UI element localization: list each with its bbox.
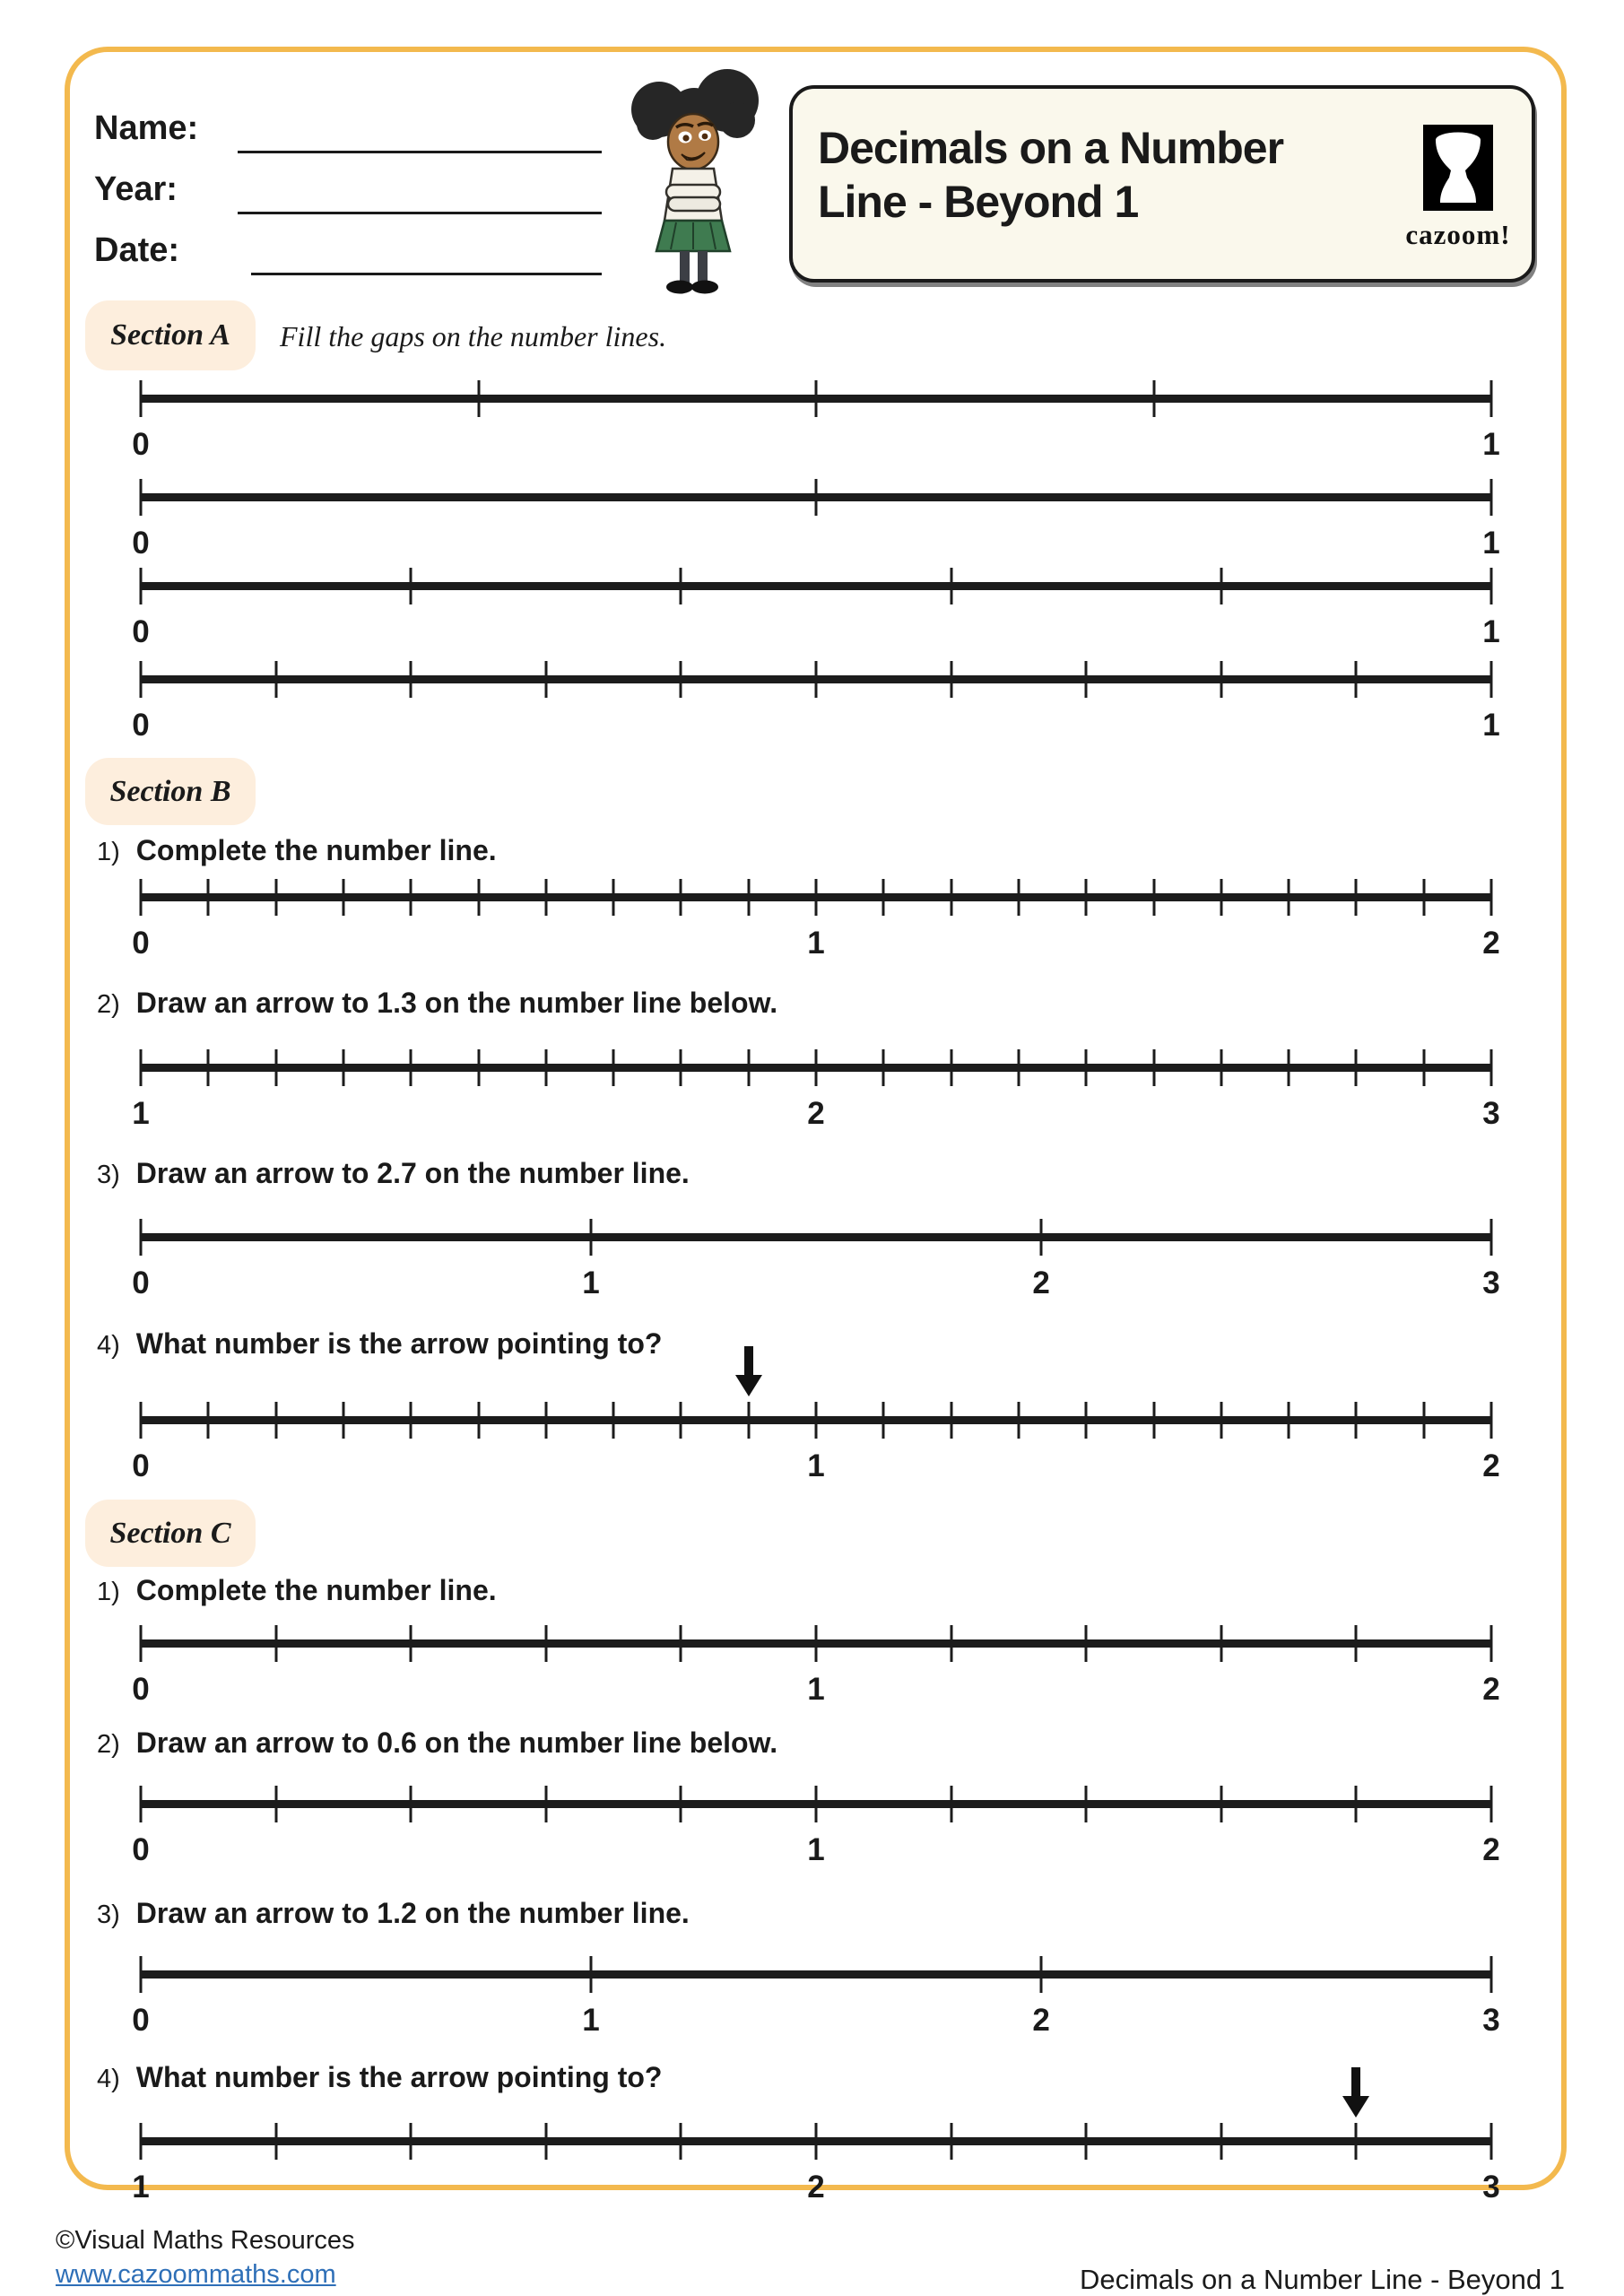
tick-mark <box>140 1219 143 1256</box>
tick-mark <box>1355 661 1358 698</box>
tick-label: 2 <box>1482 1672 1500 1707</box>
tick-label: 0 <box>132 2003 150 2038</box>
tick-mark <box>410 661 413 698</box>
number-line-c1[interactable] <box>132 1625 1500 1724</box>
tick-label: 0 <box>132 427 150 462</box>
tick-mark <box>815 879 818 916</box>
tick-mark <box>1490 2123 1493 2160</box>
arrow-marker <box>735 1346 762 1398</box>
number-line-c4[interactable] <box>132 2123 1500 2222</box>
tick-mark <box>274 1402 277 1439</box>
question-b4 <box>97 1327 662 1361</box>
tick-mark <box>410 1402 413 1439</box>
number-line-a4[interactable] <box>132 661 1500 760</box>
tick-mark <box>1490 1402 1493 1439</box>
question-b1 <box>97 834 497 867</box>
tick-mark <box>1490 1786 1493 1822</box>
tick-mark <box>1152 1402 1155 1439</box>
tick-mark <box>747 879 750 916</box>
tick-mark <box>477 380 480 417</box>
tick-mark <box>1355 2123 1358 2160</box>
tick-mark <box>140 479 143 516</box>
tick-mark <box>1288 1402 1290 1439</box>
tick-mark <box>274 661 277 698</box>
tick-label: 0 <box>132 1832 150 1867</box>
tick-mark <box>1355 879 1358 916</box>
tick-mark <box>680 568 682 604</box>
tick-mark <box>1422 879 1425 916</box>
title-line-1: Decimals on a Number <box>818 123 1284 173</box>
tick-mark <box>950 2123 952 2160</box>
year-label: Year: <box>94 170 178 208</box>
question-c3 <box>97 1897 690 1930</box>
tick-mark <box>410 2123 413 2160</box>
tick-label: 1 <box>1482 526 1500 561</box>
tick-mark <box>1490 1956 1493 1993</box>
tick-mark <box>950 661 952 698</box>
tick-mark <box>612 1402 615 1439</box>
tick-label: 0 <box>132 708 150 743</box>
tick-label: 0 <box>132 1672 150 1707</box>
tick-label: 2 <box>1482 1448 1500 1483</box>
tick-label: 2 <box>1032 1265 1050 1300</box>
tick-mark <box>680 661 682 698</box>
tick-mark <box>1085 1402 1088 1439</box>
tick-mark <box>815 1049 818 1086</box>
tick-mark <box>1490 1625 1493 1662</box>
tick-mark <box>882 879 885 916</box>
footer-website-link[interactable]: www.cazoommaths.com <box>56 2260 336 2289</box>
tick-mark <box>342 879 344 916</box>
number-line-c3[interactable] <box>132 1956 1500 2055</box>
tick-mark <box>544 1049 547 1086</box>
tick-mark <box>410 1625 413 1662</box>
arrow-head <box>735 1375 762 1396</box>
tick-mark <box>410 1049 413 1086</box>
tick-mark <box>680 1786 682 1822</box>
tick-mark <box>680 1402 682 1439</box>
question-text: Draw an arrow to 2.7 on the number line. <box>135 1157 690 1189</box>
tick-mark <box>544 661 547 698</box>
tick-mark <box>815 1402 818 1439</box>
tick-label: 2 <box>807 1096 825 1131</box>
section-b-pill <box>85 758 256 825</box>
question-number: 4) <box>97 1331 120 1360</box>
tick-label: 1 <box>1482 708 1500 743</box>
tick-mark <box>590 1956 593 1993</box>
number-line-c2[interactable] <box>132 1786 1500 1884</box>
drum-icon <box>1423 125 1493 211</box>
tick-label: 2 <box>1032 2003 1050 2038</box>
tick-mark <box>1490 568 1493 604</box>
section-b-label: Section B <box>109 774 231 808</box>
tick-mark <box>207 1402 210 1439</box>
tick-mark <box>410 879 413 916</box>
tick-label: 1 <box>807 1672 825 1707</box>
tick-label: 0 <box>132 1448 150 1483</box>
tick-mark <box>1490 479 1493 516</box>
cazoom-logo <box>1404 125 1512 251</box>
tick-mark <box>544 1402 547 1439</box>
footer-doc-title: Decimals on a Number Line - Beyond 1 <box>1079 2264 1565 2295</box>
tick-mark <box>1220 1625 1222 1662</box>
tick-mark <box>1355 1049 1358 1086</box>
tick-mark <box>612 1049 615 1086</box>
tick-mark <box>477 1402 480 1439</box>
tick-mark <box>747 1402 750 1439</box>
tick-mark <box>477 1049 480 1086</box>
tick-label: 0 <box>132 1265 150 1300</box>
name-label: Name: <box>94 109 199 147</box>
tick-mark <box>1017 879 1020 916</box>
section-a-instruction: Fill the gaps on the number lines. <box>280 320 667 352</box>
tick-mark <box>882 1049 885 1086</box>
arrow-stem <box>1351 2067 1360 2098</box>
question-text: Draw an arrow to 0.6 on the number line below. <box>135 1726 778 1759</box>
tick-label: 1 <box>807 1448 825 1483</box>
tick-mark <box>680 879 682 916</box>
logo-wordmark: cazoom! <box>1405 219 1511 250</box>
tick-mark <box>1490 661 1493 698</box>
tick-mark <box>950 1049 952 1086</box>
tick-mark <box>1422 1402 1425 1439</box>
tick-mark <box>140 1956 143 1993</box>
tick-mark <box>1355 1402 1358 1439</box>
tick-mark <box>1220 568 1222 604</box>
tick-label: 1 <box>807 926 825 961</box>
tick-mark <box>410 1786 413 1822</box>
tick-mark <box>1085 1786 1088 1822</box>
tick-label: 2 <box>1482 926 1500 961</box>
arrow-head <box>1342 2096 1369 2118</box>
tick-mark <box>1220 1402 1222 1439</box>
tick-mark <box>1490 1049 1493 1086</box>
question-text: Complete the number line. <box>135 834 497 866</box>
tick-mark <box>882 1402 885 1439</box>
section-a-label: Section A <box>110 318 230 352</box>
tick-mark <box>612 879 615 916</box>
tick-mark <box>342 1049 344 1086</box>
tick-mark <box>1220 661 1222 698</box>
section-c-label: Section C <box>109 1516 231 1550</box>
tick-mark <box>680 1625 682 1662</box>
question-text: Complete the number line. <box>135 1574 497 1606</box>
tick-mark <box>1085 1049 1088 1086</box>
question-c4 <box>97 2061 662 2094</box>
tick-mark <box>544 1625 547 1662</box>
tick-mark <box>1288 879 1290 916</box>
tick-mark <box>747 1049 750 1086</box>
tick-label: 1 <box>1482 427 1500 462</box>
question-text: Draw an arrow to 1.3 on the number line below. <box>135 987 778 1019</box>
question-number: 2) <box>97 990 120 1019</box>
tick-mark <box>1422 1049 1425 1086</box>
title-box <box>789 85 1535 283</box>
question-b2 <box>97 987 777 1020</box>
tick-mark <box>950 1402 952 1439</box>
tick-mark <box>1220 1049 1222 1086</box>
tick-mark <box>950 568 952 604</box>
tick-mark <box>140 879 143 916</box>
name-blank-line[interactable] <box>238 151 602 153</box>
tick-mark <box>544 2123 547 2160</box>
tick-mark <box>544 879 547 916</box>
date-blank-line[interactable] <box>251 273 602 275</box>
tick-mark <box>140 1049 143 1086</box>
question-number: 2) <box>97 1730 120 1759</box>
tick-mark <box>1288 1049 1290 1086</box>
tick-mark <box>477 879 480 916</box>
tick-mark <box>342 1402 344 1439</box>
tick-label: 0 <box>132 526 150 561</box>
section-c-pill <box>85 1500 256 1567</box>
tick-label: 0 <box>132 926 150 961</box>
tick-mark <box>1220 1786 1222 1822</box>
number-line-a2[interactable] <box>132 479 1500 578</box>
question-c1 <box>97 1574 497 1607</box>
tick-label: 3 <box>1482 1096 1500 1131</box>
question-c2 <box>97 1726 777 1760</box>
number-line-b4[interactable] <box>132 1402 1500 1500</box>
tick-mark <box>815 2123 818 2160</box>
tick-mark <box>140 1625 143 1662</box>
question-number: 1) <box>97 1578 120 1606</box>
tick-mark <box>140 568 143 604</box>
tick-label: 3 <box>1482 2003 1500 2038</box>
tick-mark <box>140 380 143 417</box>
tick-label: 1 <box>807 1832 825 1867</box>
tick-mark <box>815 1786 818 1822</box>
tick-mark <box>815 1625 818 1662</box>
worksheet-title <box>818 121 1392 229</box>
section-a-pill <box>85 300 256 370</box>
arrow-stem <box>744 1346 753 1377</box>
tick-label: 1 <box>132 2170 150 2205</box>
tick-label: 1 <box>582 1265 600 1300</box>
question-text: What number is the arrow pointing to? <box>135 1327 663 1360</box>
arrow-marker <box>1342 2067 1369 2119</box>
year-blank-line[interactable] <box>238 212 602 214</box>
number-line-b3[interactable] <box>132 1219 1500 1318</box>
tick-mark <box>274 1049 277 1086</box>
tick-label: 1 <box>582 2003 600 2038</box>
question-b3 <box>97 1157 690 1190</box>
tick-mark <box>815 479 818 516</box>
number-line-bar <box>141 1233 1491 1241</box>
title-line-2: Line - Beyond 1 <box>818 177 1139 227</box>
number-line-bar <box>141 1970 1491 1979</box>
tick-label: 2 <box>1482 1832 1500 1867</box>
tick-mark <box>1355 1625 1358 1662</box>
tick-mark <box>1040 1956 1043 1993</box>
tick-mark <box>1490 879 1493 916</box>
tick-mark <box>274 1625 277 1662</box>
tick-mark <box>1085 879 1088 916</box>
number-line-a1[interactable] <box>132 380 1500 479</box>
tick-mark <box>207 879 210 916</box>
tick-mark <box>544 1786 547 1822</box>
tick-mark <box>1040 1219 1043 1256</box>
number-line-b2[interactable] <box>132 1049 1500 1148</box>
tick-mark <box>815 380 818 417</box>
question-number: 3) <box>97 1161 120 1189</box>
tick-label: 2 <box>807 2170 825 2205</box>
tick-mark <box>1490 380 1493 417</box>
tick-mark <box>140 1402 143 1439</box>
tick-mark <box>274 2123 277 2160</box>
tick-mark <box>1152 1049 1155 1086</box>
tick-mark <box>950 879 952 916</box>
tick-mark <box>1017 1049 1020 1086</box>
question-number: 3) <box>97 1900 120 1929</box>
tick-mark <box>274 879 277 916</box>
tick-label: 1 <box>1482 614 1500 649</box>
tick-label: 1 <box>132 1096 150 1131</box>
tick-label: 0 <box>132 614 150 649</box>
tick-mark <box>950 1786 952 1822</box>
tick-mark <box>680 1049 682 1086</box>
tick-mark <box>815 661 818 698</box>
tick-mark <box>1152 879 1155 916</box>
tick-label: 3 <box>1482 2170 1500 2205</box>
tick-mark <box>410 568 413 604</box>
question-number: 4) <box>97 2065 120 2093</box>
tick-mark <box>1220 2123 1222 2160</box>
number-line-a3[interactable] <box>132 568 1500 666</box>
tick-mark <box>1152 380 1155 417</box>
tick-mark <box>590 1219 593 1256</box>
tick-mark <box>140 661 143 698</box>
tick-mark <box>1355 1786 1358 1822</box>
number-line-b1[interactable] <box>132 879 1500 978</box>
tick-mark <box>1085 661 1088 698</box>
tick-mark <box>140 1786 143 1822</box>
tick-label: 3 <box>1482 1265 1500 1300</box>
tick-mark <box>1085 2123 1088 2160</box>
tick-mark <box>950 1625 952 1662</box>
tick-mark <box>274 1786 277 1822</box>
tick-mark <box>207 1049 210 1086</box>
number-line-bar <box>141 582 1491 590</box>
tick-mark <box>140 2123 143 2160</box>
tick-mark <box>680 2123 682 2160</box>
date-label: Date: <box>94 231 180 269</box>
tick-mark <box>1017 1402 1020 1439</box>
tick-mark <box>1085 1625 1088 1662</box>
student-illustration <box>617 61 771 296</box>
question-number: 1) <box>97 838 120 866</box>
tick-mark <box>1220 879 1222 916</box>
question-text: Draw an arrow to 1.2 on the number line. <box>135 1897 690 1929</box>
tick-mark <box>1490 1219 1493 1256</box>
footer-copyright: ©Visual Maths Resources <box>56 2226 355 2255</box>
question-text: What number is the arrow pointing to? <box>135 2061 663 2093</box>
